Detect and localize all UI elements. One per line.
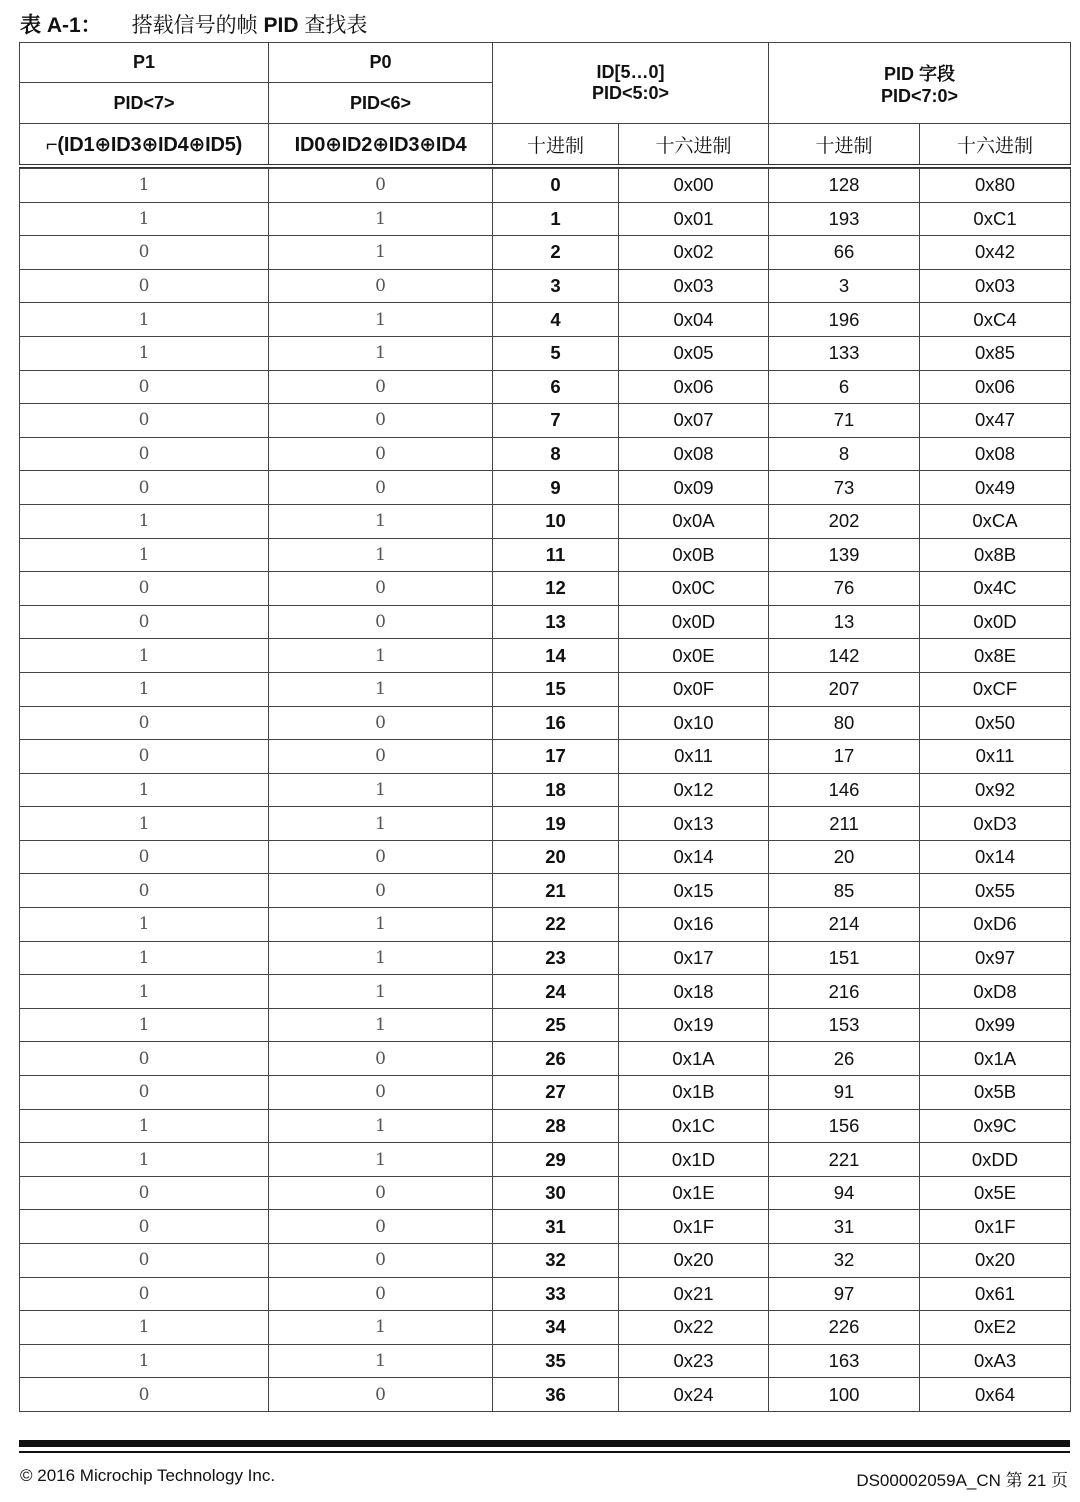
cell-pid-hex: 0x99 xyxy=(920,1008,1071,1042)
header-p0-formula: ID0⊕ID2⊕ID3⊕ID4 xyxy=(269,124,493,167)
cell-pid-decimal: 226 xyxy=(769,1311,920,1345)
cell-pid-hex: 0xD8 xyxy=(920,975,1071,1009)
table-row xyxy=(20,1277,1071,1311)
cell-pid-decimal: 153 xyxy=(769,1008,920,1042)
table-row xyxy=(20,169,1071,203)
cell-p0-bit: 0 xyxy=(269,605,493,639)
cell-id-decimal: 19 xyxy=(493,807,619,841)
header-p1-pid: PID<7> xyxy=(20,83,269,124)
cell-p1-bit: 0 xyxy=(20,236,269,270)
table-number: 表 A-1： xyxy=(20,14,102,37)
cell-pid-decimal: 13 xyxy=(769,605,920,639)
table-row xyxy=(20,538,1071,572)
cell-p0-bit: 0 xyxy=(269,1210,493,1244)
cell-id-hex: 0x22 xyxy=(619,1311,769,1345)
cell-p1-bit: 0 xyxy=(20,1244,269,1278)
cell-pid-hex: 0xD6 xyxy=(920,908,1071,942)
cell-p1-bit: 0 xyxy=(20,370,269,404)
cell-pid-hex: 0x03 xyxy=(920,269,1071,303)
cell-p1-bit: 1 xyxy=(20,504,269,538)
cell-p0-bit: 0 xyxy=(269,404,493,438)
cell-p1-bit: 0 xyxy=(20,1277,269,1311)
cell-id-hex: 0x0A xyxy=(619,504,769,538)
cell-pid-hex: 0x97 xyxy=(920,941,1071,975)
cell-p1-bit: 1 xyxy=(20,807,269,841)
cell-pid-decimal: 71 xyxy=(769,404,920,438)
cell-pid-decimal: 151 xyxy=(769,941,920,975)
cell-p0-bit: 1 xyxy=(269,1344,493,1378)
table-row xyxy=(20,1008,1071,1042)
header-p1: P1 xyxy=(20,43,269,83)
cell-p0-bit: 1 xyxy=(269,1109,493,1143)
table-row xyxy=(20,706,1071,740)
cell-pid-decimal: 156 xyxy=(769,1109,920,1143)
cell-id-hex: 0x15 xyxy=(619,874,769,908)
table-row xyxy=(20,1143,1071,1177)
cell-pid-decimal: 66 xyxy=(769,236,920,270)
table-row xyxy=(20,908,1071,942)
cell-p0-bit: 1 xyxy=(269,202,493,236)
cell-id-hex: 0x02 xyxy=(619,236,769,270)
table-row xyxy=(20,236,1071,270)
table-row xyxy=(20,370,1071,404)
cell-id-decimal: 28 xyxy=(493,1109,619,1143)
cell-id-decimal: 9 xyxy=(493,471,619,505)
cell-id-decimal: 13 xyxy=(493,605,619,639)
cell-id-hex: 0x11 xyxy=(619,740,769,774)
cell-p1-bit: 0 xyxy=(20,437,269,471)
cell-p0-bit: 1 xyxy=(269,504,493,538)
cell-id-decimal: 26 xyxy=(493,1042,619,1076)
cell-pid-hex: 0xCF xyxy=(920,672,1071,706)
footer-doc-page: DS00002059A_CN 第 21 页 xyxy=(856,1471,1068,1490)
cell-p0-bit: 1 xyxy=(269,941,493,975)
cell-p1-bit: 0 xyxy=(20,404,269,438)
cell-p1-bit: 0 xyxy=(20,840,269,874)
cell-pid-decimal: 146 xyxy=(769,773,920,807)
cell-id-decimal: 25 xyxy=(493,1008,619,1042)
table-row xyxy=(20,336,1071,370)
header-pid-field-pid: PID<7:0> xyxy=(881,85,959,106)
table-row xyxy=(20,773,1071,807)
cell-id-decimal: 2 xyxy=(493,236,619,270)
table-row xyxy=(20,1311,1071,1345)
table-row xyxy=(20,404,1071,438)
cell-p0-bit: 1 xyxy=(269,908,493,942)
cell-p0-bit: 0 xyxy=(269,1277,493,1311)
cell-id-decimal: 33 xyxy=(493,1277,619,1311)
cell-p0-bit: 1 xyxy=(269,303,493,337)
footer-copyright: © 2016 Microchip Technology Inc. xyxy=(20,1466,276,1485)
cell-id-decimal: 11 xyxy=(493,538,619,572)
cell-p0-bit: 1 xyxy=(269,236,493,270)
cell-id-hex: 0x09 xyxy=(619,471,769,505)
cell-p0-bit: 0 xyxy=(269,840,493,874)
cell-pid-hex: 0x06 xyxy=(920,370,1071,404)
table-row xyxy=(20,672,1071,706)
cell-p1-bit: 0 xyxy=(20,1210,269,1244)
table-row xyxy=(20,807,1071,841)
cell-id-hex: 0x05 xyxy=(619,336,769,370)
cell-p1-bit: 1 xyxy=(20,1008,269,1042)
cell-pid-hex: 0xCA xyxy=(920,504,1071,538)
cell-p0-bit: 0 xyxy=(269,1076,493,1110)
cell-p0-bit: 0 xyxy=(269,370,493,404)
cell-pid-hex: 0x5B xyxy=(920,1076,1071,1110)
cell-id-hex: 0x1D xyxy=(619,1143,769,1177)
cell-p0-bit: 1 xyxy=(269,672,493,706)
cell-pid-hex: 0x11 xyxy=(920,740,1071,774)
cell-id-decimal: 0 xyxy=(493,169,619,203)
cell-id-hex: 0x0C xyxy=(619,572,769,606)
cell-id-decimal: 21 xyxy=(493,874,619,908)
cell-id-hex: 0x1E xyxy=(619,1176,769,1210)
cell-id-decimal: 6 xyxy=(493,370,619,404)
cell-id-hex: 0x1F xyxy=(619,1210,769,1244)
cell-id-hex: 0x0E xyxy=(619,639,769,673)
cell-id-decimal: 29 xyxy=(493,1143,619,1177)
footer-rule-thick xyxy=(19,1440,1070,1447)
cell-p1-bit: 1 xyxy=(20,975,269,1009)
cell-pid-hex: 0x47 xyxy=(920,404,1071,438)
cell-id-decimal: 17 xyxy=(493,740,619,774)
cell-pid-decimal: 3 xyxy=(769,269,920,303)
cell-pid-decimal: 128 xyxy=(769,169,920,203)
table-row xyxy=(20,1210,1071,1244)
cell-pid-decimal: 6 xyxy=(769,370,920,404)
cell-id-decimal: 15 xyxy=(493,672,619,706)
cell-p0-bit: 0 xyxy=(269,740,493,774)
cell-pid-hex: 0x20 xyxy=(920,1244,1071,1278)
cell-p0-bit: 0 xyxy=(269,572,493,606)
cell-p0-bit: 0 xyxy=(269,1042,493,1076)
cell-p1-bit: 1 xyxy=(20,1109,269,1143)
cell-id-hex: 0x16 xyxy=(619,908,769,942)
cell-pid-hex: 0xC1 xyxy=(920,202,1071,236)
header-pid-field-title: PID 字段 xyxy=(884,63,956,84)
cell-id-hex: 0x17 xyxy=(619,941,769,975)
cell-pid-hex: 0xDD xyxy=(920,1143,1071,1177)
cell-pid-decimal: 76 xyxy=(769,572,920,606)
cell-p0-bit: 0 xyxy=(269,1378,493,1412)
header-p0: P0 xyxy=(269,43,493,83)
table-row xyxy=(20,740,1071,774)
cell-pid-decimal: 207 xyxy=(769,672,920,706)
table-title-suffix: 查找表 xyxy=(298,14,368,37)
cell-p1-bit: 0 xyxy=(20,1076,269,1110)
header-pid-decimal: 十进制 xyxy=(769,124,920,167)
cell-id-hex: 0x1B xyxy=(619,1076,769,1110)
cell-id-decimal: 4 xyxy=(493,303,619,337)
cell-id-hex: 0x1A xyxy=(619,1042,769,1076)
header-id xyxy=(493,43,769,124)
cell-pid-decimal: 73 xyxy=(769,471,920,505)
cell-pid-hex: 0x50 xyxy=(920,706,1071,740)
cell-id-decimal: 24 xyxy=(493,975,619,1009)
cell-id-decimal: 12 xyxy=(493,572,619,606)
cell-pid-hex: 0x08 xyxy=(920,437,1071,471)
cell-p0-bit: 1 xyxy=(269,1311,493,1345)
cell-pid-decimal: 8 xyxy=(769,437,920,471)
cell-pid-decimal: 91 xyxy=(769,1076,920,1110)
cell-p1-bit: 0 xyxy=(20,874,269,908)
cell-pid-hex: 0xD3 xyxy=(920,807,1071,841)
cell-id-decimal: 31 xyxy=(493,1210,619,1244)
table-title-bold: PID xyxy=(263,14,299,37)
header-id-hex: 十六进制 xyxy=(619,124,769,167)
cell-pid-hex: 0x49 xyxy=(920,471,1071,505)
cell-pid-hex: 0x9C xyxy=(920,1109,1071,1143)
table-row xyxy=(20,202,1071,236)
cell-pid-hex: 0xC4 xyxy=(920,303,1071,337)
cell-id-hex: 0x0D xyxy=(619,605,769,639)
cell-p1-bit: 1 xyxy=(20,303,269,337)
table-row xyxy=(20,471,1071,505)
cell-id-hex: 0x24 xyxy=(619,1378,769,1412)
cell-p1-bit: 1 xyxy=(20,538,269,572)
table-row xyxy=(20,975,1071,1009)
table-header xyxy=(20,43,1071,167)
table-body xyxy=(20,166,1071,1411)
cell-id-hex: 0x12 xyxy=(619,773,769,807)
cell-pid-decimal: 17 xyxy=(769,740,920,774)
cell-pid-decimal: 202 xyxy=(769,504,920,538)
cell-pid-decimal: 193 xyxy=(769,202,920,236)
cell-p1-bit: 0 xyxy=(20,1176,269,1210)
cell-pid-decimal: 163 xyxy=(769,1344,920,1378)
cell-p1-bit: 0 xyxy=(20,1042,269,1076)
cell-pid-hex: 0x55 xyxy=(920,874,1071,908)
cell-p0-bit: 1 xyxy=(269,538,493,572)
cell-pid-hex: 0x1F xyxy=(920,1210,1071,1244)
cell-pid-hex: 0x0D xyxy=(920,605,1071,639)
cell-pid-hex: 0x80 xyxy=(920,169,1071,203)
cell-pid-decimal: 139 xyxy=(769,538,920,572)
cell-p0-bit: 1 xyxy=(269,639,493,673)
cell-id-decimal: 10 xyxy=(493,504,619,538)
cell-id-decimal: 5 xyxy=(493,336,619,370)
pid-lookup-table xyxy=(19,42,1071,1412)
cell-id-hex: 0x08 xyxy=(619,437,769,471)
table-row xyxy=(20,572,1071,606)
cell-pid-hex: 0x85 xyxy=(920,336,1071,370)
header-pid-hex: 十六进制 xyxy=(920,124,1071,167)
cell-p1-bit: 0 xyxy=(20,605,269,639)
cell-id-decimal: 36 xyxy=(493,1378,619,1412)
table-row xyxy=(20,1076,1071,1110)
cell-id-hex: 0x23 xyxy=(619,1344,769,1378)
cell-p1-bit: 0 xyxy=(20,572,269,606)
cell-id-hex: 0x0F xyxy=(619,672,769,706)
cell-pid-hex: 0x64 xyxy=(920,1378,1071,1412)
header-id-title: ID[5…0] xyxy=(596,62,665,82)
table-row xyxy=(20,840,1071,874)
cell-id-decimal: 22 xyxy=(493,908,619,942)
cell-id-hex: 0x18 xyxy=(619,975,769,1009)
cell-id-decimal: 30 xyxy=(493,1176,619,1210)
cell-pid-decimal: 32 xyxy=(769,1244,920,1278)
cell-p1-bit: 1 xyxy=(20,336,269,370)
cell-pid-decimal: 196 xyxy=(769,303,920,337)
cell-id-hex: 0x21 xyxy=(619,1277,769,1311)
cell-p1-bit: 1 xyxy=(20,169,269,203)
cell-id-hex: 0x19 xyxy=(619,1008,769,1042)
cell-p0-bit: 0 xyxy=(269,471,493,505)
table-row xyxy=(20,303,1071,337)
cell-pid-decimal: 214 xyxy=(769,908,920,942)
cell-pid-hex: 0x4C xyxy=(920,572,1071,606)
cell-id-hex: 0x04 xyxy=(619,303,769,337)
cell-pid-decimal: 100 xyxy=(769,1378,920,1412)
cell-p0-bit: 0 xyxy=(269,437,493,471)
header-p1-formula: ⌐(ID1⊕ID3⊕ID4⊕ID5) xyxy=(20,124,269,167)
table-row xyxy=(20,1344,1071,1378)
cell-id-hex: 0x03 xyxy=(619,269,769,303)
table-row xyxy=(20,269,1071,303)
cell-p1-bit: 0 xyxy=(20,740,269,774)
cell-p1-bit: 1 xyxy=(20,908,269,942)
cell-p1-bit: 1 xyxy=(20,202,269,236)
table-row xyxy=(20,504,1071,538)
table-row xyxy=(20,1378,1071,1412)
cell-id-decimal: 1 xyxy=(493,202,619,236)
cell-id-hex: 0x00 xyxy=(619,169,769,203)
table-row xyxy=(20,639,1071,673)
cell-p1-bit: 1 xyxy=(20,1143,269,1177)
cell-pid-hex: 0x14 xyxy=(920,840,1071,874)
cell-pid-hex: 0x92 xyxy=(920,773,1071,807)
cell-id-decimal: 20 xyxy=(493,840,619,874)
cell-id-hex: 0x20 xyxy=(619,1244,769,1278)
table-caption xyxy=(20,12,367,40)
cell-p1-bit: 1 xyxy=(20,672,269,706)
cell-p0-bit: 1 xyxy=(269,773,493,807)
cell-pid-hex: 0x42 xyxy=(920,236,1071,270)
cell-pid-decimal: 80 xyxy=(769,706,920,740)
cell-p0-bit: 1 xyxy=(269,807,493,841)
cell-id-decimal: 27 xyxy=(493,1076,619,1110)
cell-pid-decimal: 142 xyxy=(769,639,920,673)
cell-id-decimal: 7 xyxy=(493,404,619,438)
header-id-pid: PID<5:0> xyxy=(591,83,670,103)
cell-id-hex: 0x07 xyxy=(619,404,769,438)
cell-id-hex: 0x14 xyxy=(619,840,769,874)
table-title xyxy=(132,14,368,37)
cell-id-hex: 0x1C xyxy=(619,1109,769,1143)
cell-pid-hex: 0x8E xyxy=(920,639,1071,673)
cell-p0-bit: 0 xyxy=(269,874,493,908)
cell-p1-bit: 1 xyxy=(20,773,269,807)
cell-pid-decimal: 97 xyxy=(769,1277,920,1311)
cell-pid-decimal: 94 xyxy=(769,1176,920,1210)
table-row xyxy=(20,1109,1071,1143)
cell-pid-hex: 0xE2 xyxy=(920,1311,1071,1345)
table-row xyxy=(20,1042,1071,1076)
cell-pid-decimal: 85 xyxy=(769,874,920,908)
cell-id-hex: 0x10 xyxy=(619,706,769,740)
cell-id-hex: 0x06 xyxy=(619,370,769,404)
cell-pid-decimal: 20 xyxy=(769,840,920,874)
cell-pid-decimal: 26 xyxy=(769,1042,920,1076)
cell-p1-bit: 0 xyxy=(20,1378,269,1412)
cell-p1-bit: 0 xyxy=(20,471,269,505)
cell-p0-bit: 1 xyxy=(269,1008,493,1042)
cell-p0-bit: 0 xyxy=(269,1176,493,1210)
cell-id-hex: 0x0B xyxy=(619,538,769,572)
cell-id-decimal: 3 xyxy=(493,269,619,303)
cell-p1-bit: 1 xyxy=(20,1344,269,1378)
cell-p1-bit: 1 xyxy=(20,941,269,975)
header-pid-field xyxy=(769,43,1071,124)
cell-pid-hex: 0x1A xyxy=(920,1042,1071,1076)
cell-p0-bit: 1 xyxy=(269,336,493,370)
cell-id-decimal: 18 xyxy=(493,773,619,807)
table-row xyxy=(20,874,1071,908)
cell-id-decimal: 32 xyxy=(493,1244,619,1278)
cell-id-decimal: 34 xyxy=(493,1311,619,1345)
cell-pid-decimal: 216 xyxy=(769,975,920,1009)
cell-id-decimal: 14 xyxy=(493,639,619,673)
cell-p1-bit: 0 xyxy=(20,706,269,740)
table-row xyxy=(20,437,1071,471)
table-row xyxy=(20,1244,1071,1278)
cell-id-decimal: 8 xyxy=(493,437,619,471)
cell-p1-bit: 1 xyxy=(20,639,269,673)
cell-p1-bit: 1 xyxy=(20,1311,269,1345)
cell-pid-decimal: 211 xyxy=(769,807,920,841)
cell-pid-decimal: 221 xyxy=(769,1143,920,1177)
cell-id-decimal: 23 xyxy=(493,941,619,975)
cell-p0-bit: 1 xyxy=(269,1143,493,1177)
cell-p0-bit: 0 xyxy=(269,1244,493,1278)
cell-pid-decimal: 133 xyxy=(769,336,920,370)
cell-pid-hex: 0x8B xyxy=(920,538,1071,572)
cell-id-decimal: 35 xyxy=(493,1344,619,1378)
cell-p0-bit: 1 xyxy=(269,975,493,1009)
cell-pid-hex: 0xA3 xyxy=(920,1344,1071,1378)
footer-rule-thin xyxy=(19,1451,1070,1453)
cell-id-hex: 0x13 xyxy=(619,807,769,841)
cell-pid-hex: 0x61 xyxy=(920,1277,1071,1311)
table-row xyxy=(20,1176,1071,1210)
cell-id-hex: 0x01 xyxy=(619,202,769,236)
header-p0-pid: PID<6> xyxy=(269,83,493,124)
table-row xyxy=(20,605,1071,639)
table-row xyxy=(20,941,1071,975)
cell-p1-bit: 0 xyxy=(20,269,269,303)
table-title-prefix: 搭载信号的帧 xyxy=(131,14,264,37)
cell-p0-bit: 0 xyxy=(269,169,493,203)
cell-id-decimal: 16 xyxy=(493,706,619,740)
cell-pid-decimal: 31 xyxy=(769,1210,920,1244)
cell-p0-bit: 0 xyxy=(269,269,493,303)
header-id-decimal: 十进制 xyxy=(493,124,619,167)
cell-p0-bit: 0 xyxy=(269,706,493,740)
cell-pid-hex: 0x5E xyxy=(920,1176,1071,1210)
